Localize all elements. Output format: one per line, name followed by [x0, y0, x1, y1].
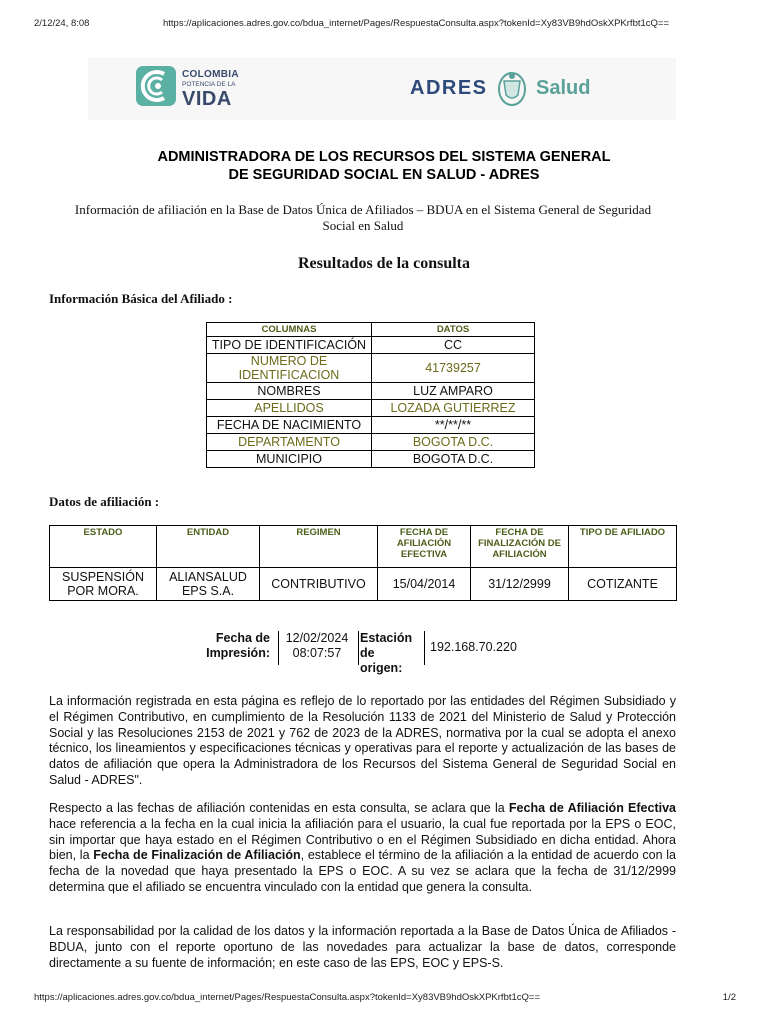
- para2-bold: Fecha de Finalización de Afiliación: [93, 848, 301, 863]
- print-datetime: 2/12/24, 8:08: [34, 18, 90, 29]
- info-paragraph-3: La responsabilidad por la calidad de los datos y la información reportada a la Base de Datos Única de Afiliados - BDUA, junto con el reporte oportuno de las novedades para actualizar la base de datos, corresponde directamente a su fuente de información; en este caso de las EPS, EOC y EPS-S.: [49, 924, 676, 970]
- print-date: 12/02/2024: [285, 631, 349, 645]
- column-header: FECHA DE FINALIZACIÓN DE AFILIACIÓN: [471, 526, 569, 568]
- basic-info-table: [206, 322, 535, 468]
- divider: [424, 631, 425, 665]
- table-row: [207, 354, 535, 383]
- logo-colombia-text: COLOMBIA: [182, 69, 239, 80]
- column-header: COLUMNAS: [207, 323, 372, 337]
- para2-text: , establece el término de la afiliación a la entidad de acuerdo con la fecha de la novedad que haya presentado la EPS o EOC. A su vez se aclara que la fecha de 31/12/2999 determina que el afiliado se encuentra vinculado con la entidad que genera la consulta.: [49, 848, 677, 894]
- info-paragraph-2: [49, 801, 676, 896]
- colombia-vida-logo: [136, 66, 266, 112]
- field-value: LUZ AMPARO: [372, 383, 535, 400]
- logo-adres-text: ADRES: [410, 77, 488, 99]
- station-ip: 192.168.70.220: [430, 640, 517, 654]
- subtitle-line-2: Social en Salud: [322, 218, 404, 233]
- print-date-label-line1: Fecha de: [215, 631, 270, 645]
- tipo-afiliado-cell: COTIZANTE: [569, 568, 677, 601]
- subtitle-line-1: Información de afiliación en la Base de Datos Única de Afiliados – BDUA en el Sistema General de Seguridad: [74, 202, 652, 217]
- field-name: MUNICIPIO: [207, 451, 372, 468]
- logo-vida-text: VIDA: [182, 88, 232, 110]
- field-name: FECHA DE NACIMIENTO: [207, 417, 372, 434]
- table-row: [207, 383, 535, 400]
- title-line-1: ADMINISTRADORA DE LOS RECURSOS DEL SISTEMA GENERAL: [157, 149, 611, 165]
- regimen-cell: CONTRIBUTIVO: [260, 568, 378, 601]
- field-name: NUMERO DE IDENTIFICACION: [207, 354, 372, 383]
- estado-cell: SUSPENSIÓN POR MORA.: [50, 568, 157, 601]
- fecha-afiliacion-cell: 15/04/2014: [378, 568, 471, 601]
- field-name: TIPO DE IDENTIFICACIÓN: [207, 337, 372, 354]
- field-value: 41739257: [372, 354, 535, 383]
- table-row: [207, 337, 535, 354]
- results-heading: Resultados de la consulta: [297, 255, 471, 272]
- adres-salud-logo: [410, 66, 600, 112]
- page-number: 1/2: [722, 992, 736, 1003]
- table-row: [207, 434, 535, 451]
- page-title: [0, 148, 768, 184]
- column-header: ENTIDAD: [157, 526, 260, 568]
- field-name: APELLIDOS: [207, 400, 372, 417]
- column-header: DATOS: [372, 323, 535, 337]
- field-value: CC: [372, 337, 535, 354]
- fecha-finalizacion-cell: 31/12/2999: [471, 568, 569, 601]
- print-date-value: [282, 631, 352, 661]
- logo-potencia-text: POTENCIA DE LA: [182, 81, 236, 88]
- column-header: TIPO DE AFILIADO: [569, 526, 677, 568]
- print-date-label: [202, 631, 270, 661]
- table-row: [50, 568, 677, 601]
- para2-text: hace referencia a la fecha en la cual inicia la afiliación para el usuario, la cual fue reportada por la EPS o EOC, sin importar que haya estado en el Régimen Contributivo o en el Régimen Subsidiado en dicha entidad. Ahora bien, la: [49, 816, 676, 863]
- field-value: BOGOTA D.C.: [372, 451, 535, 468]
- field-value: **/**/**: [372, 417, 535, 434]
- column-header: ESTADO: [50, 526, 157, 568]
- field-value: BOGOTA D.C.: [372, 434, 535, 451]
- divider: [358, 631, 359, 665]
- title-line-2: DE SEGURIDAD SOCIAL EN SALUD - ADRES: [228, 167, 540, 183]
- info-paragraph-1: La información registrada en esta página es reflejo de lo reportado por las entidades del Régimen Subsidiado y el Régimen Contributivo, en cumplimiento de la Resolución 1133 de 2021 del Ministerio de Salud y Protección Social y las Resoluciones 2153 de 2021 y 762 de 2023 de la ADRES, normativa por la cual se adopta el anexo técnico, los lineamientos y especificaciones técnicas y operativas para el reporte y actualización de las bases de datos de afiliación que opera la Administradora de los Recursos del Sistema General de Seguridad Social en Salud - ADRES".: [49, 694, 676, 787]
- footer-url: https://aplicaciones.adres.gov.co/bdua_internet/Pages/RespuestaConsulta.aspx?tokenId=Xy83VB9hdOskXPKrfbt1cQ==: [34, 992, 541, 1003]
- table-row: [207, 451, 535, 468]
- coat-of-arms-icon: [492, 69, 532, 109]
- print-time: 08:07:57: [292, 646, 342, 660]
- field-value: LOZADA GUTIERREZ: [372, 400, 535, 417]
- field-name: DEPARTAMENTO: [207, 434, 372, 451]
- print-date-label-line2: Impresión:: [206, 646, 270, 660]
- affiliation-label: Datos de afiliación :: [49, 494, 160, 509]
- logo-salud-text: Salud: [536, 77, 591, 99]
- print-url: https://aplicaciones.adres.gov.co/bdua_internet/Pages/RespuestaConsulta.aspx?tokenId=Xy83VB9hdOskXPKrfbt1cQ==: [163, 18, 670, 29]
- station-label-line2: de origen:: [360, 646, 403, 675]
- table-header-row: [207, 323, 535, 337]
- field-name: NOMBRES: [207, 383, 372, 400]
- para2-bold: Fecha de Afiliación Efectiva: [508, 801, 676, 815]
- entidad-cell: ALIANSALUD EPS S.A.: [157, 568, 260, 601]
- station-label-line1: Estación: [360, 631, 413, 645]
- station-label: [360, 631, 420, 676]
- colombia-logo-icon: [136, 66, 176, 106]
- page-subtitle: [50, 202, 676, 234]
- divider: [278, 631, 279, 665]
- para2-text: Respecto a las fechas de afiliación contenidas en esta consulta, se aclara que la: [49, 801, 509, 815]
- affiliation-table: [49, 525, 677, 601]
- table-row: [207, 417, 535, 434]
- column-header: FECHA DE AFILIACIÓN EFECTIVA: [378, 526, 471, 568]
- table-header-row: [50, 526, 677, 568]
- column-header: REGIMEN: [260, 526, 378, 568]
- basic-info-label: Información Básica del Afiliado :: [49, 291, 233, 306]
- logo-band: [88, 58, 676, 120]
- table-row: [207, 400, 535, 417]
